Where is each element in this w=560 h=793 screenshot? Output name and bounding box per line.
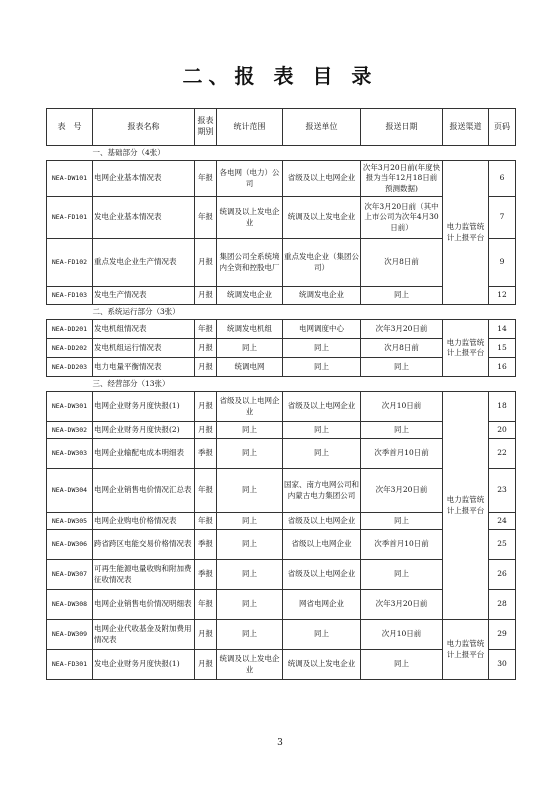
column-header: 报送渠道 <box>443 109 489 146</box>
report-code: NEA-DW302 <box>47 422 93 439</box>
page-ref: 16 <box>489 358 516 377</box>
report-scope: 统调及以上发电企业 <box>217 197 283 239</box>
column-header: 页码 <box>489 109 516 146</box>
report-scope: 同上 <box>217 620 283 650</box>
report-unit: 统调及以上发电企业 <box>283 650 361 680</box>
report-date: 次月8日前 <box>361 239 443 287</box>
report-code: NEA-DD201 <box>47 320 93 339</box>
table-row <box>47 161 516 197</box>
report-date: 次季首月10日前 <box>361 530 443 560</box>
report-scope: 同上 <box>217 590 283 620</box>
report-unit: 省级以上电网企业 <box>283 530 361 560</box>
report-name: 发电企业基本情况表 <box>93 197 195 239</box>
report-code: NEA-DW307 <box>47 560 93 590</box>
report-date: 次月10日前 <box>361 620 443 650</box>
report-unit: 同上 <box>283 620 361 650</box>
report-period: 年报 <box>195 513 217 530</box>
page-ref: 15 <box>489 339 516 358</box>
column-header: 报表名称 <box>93 109 195 146</box>
report-code: NEA-FD101 <box>47 197 93 239</box>
report-code: NEA-DW309 <box>47 620 93 650</box>
report-catalog-table <box>46 108 516 680</box>
report-date: 次季首月10日前 <box>361 439 443 469</box>
report-code: NEA-DW304 <box>47 469 93 513</box>
report-unit: 网省电网企业 <box>283 590 361 620</box>
report-date: 同上 <box>361 560 443 590</box>
report-name: 重点发电企业生产情况表 <box>93 239 195 287</box>
table-row <box>47 620 516 650</box>
report-date: 同上 <box>361 287 443 305</box>
section-heading-row <box>47 146 516 161</box>
report-name: 电网企业财务月度快报(2) <box>93 422 195 439</box>
report-scope: 集团公司全系统境内全资和控股电厂 <box>217 239 283 287</box>
report-scope: 统调发电企业 <box>217 287 283 305</box>
page-ref: 6 <box>489 161 516 197</box>
report-channel: 电力监管统计上报平台 <box>443 620 489 680</box>
page-ref: 29 <box>489 620 516 650</box>
report-period: 年报 <box>195 320 217 339</box>
report-date: 次年3月20日前 <box>361 320 443 339</box>
report-name: 电网企业销售电价情况汇总表 <box>93 469 195 513</box>
page-ref: 26 <box>489 560 516 590</box>
report-date: 同上 <box>361 422 443 439</box>
report-period: 年报 <box>195 590 217 620</box>
report-scope: 统调电网 <box>217 358 283 377</box>
report-period: 月报 <box>195 422 217 439</box>
page-ref: 14 <box>489 320 516 339</box>
report-scope: 同上 <box>217 439 283 469</box>
report-code: NEA-FD103 <box>47 287 93 305</box>
report-unit: 省级及以上电网企业 <box>283 513 361 530</box>
report-period: 年报 <box>195 161 217 197</box>
report-period: 月报 <box>195 239 217 287</box>
report-unit: 同上 <box>283 422 361 439</box>
report-period: 月报 <box>195 358 217 377</box>
report-period: 月报 <box>195 339 217 358</box>
report-scope: 同上 <box>217 339 283 358</box>
report-unit: 统调及以上发电企业 <box>283 197 361 239</box>
column-header: 统计范围 <box>217 109 283 146</box>
report-code: NEA-DW301 <box>47 392 93 422</box>
column-header: 表 号 <box>47 109 93 146</box>
page-title: 二、报 表 目 录 <box>182 64 378 88</box>
report-code: NEA-DW303 <box>47 439 93 469</box>
report-period: 月报 <box>195 650 217 680</box>
report-scope: 各电网（电力）公司 <box>217 161 283 197</box>
report-period: 季报 <box>195 560 217 590</box>
report-date: 同上 <box>361 358 443 377</box>
report-name: 电网企业代收基金及附加费用情况表 <box>93 620 195 650</box>
report-unit: 统调发电企业 <box>283 287 361 305</box>
report-scope: 统调发电机组 <box>217 320 283 339</box>
report-scope: 省级及以上电网企业 <box>217 392 283 422</box>
report-name: 电网企业购电价格情况表 <box>93 513 195 530</box>
report-code: NEA-DD202 <box>47 339 93 358</box>
report-period: 月报 <box>195 620 217 650</box>
table-header-row <box>47 109 516 146</box>
report-date: 次年3月20日前 <box>361 590 443 620</box>
report-code: NEA-FD102 <box>47 239 93 287</box>
report-code: NEA-DD203 <box>47 358 93 377</box>
page-ref: 28 <box>489 590 516 620</box>
section-heading: 三、经营部分（13张） <box>47 377 516 392</box>
page-ref: 7 <box>489 197 516 239</box>
page-ref: 22 <box>489 439 516 469</box>
table-row <box>47 320 516 339</box>
report-name: 电网企业基本情况表 <box>93 161 195 197</box>
report-code: NEA-DW305 <box>47 513 93 530</box>
report-scope: 同上 <box>217 422 283 439</box>
report-code: NEA-DW308 <box>47 590 93 620</box>
report-unit: 同上 <box>283 439 361 469</box>
page-ref: 20 <box>489 422 516 439</box>
column-header: 报送单位 <box>283 109 361 146</box>
section-heading-row <box>47 377 516 392</box>
report-period: 季报 <box>195 439 217 469</box>
report-channel: 电力监管统计上报平台 <box>443 320 489 377</box>
report-unit: 省级及以上电网企业 <box>283 560 361 590</box>
report-name: 电网企业财务月度快报(1) <box>93 392 195 422</box>
section-heading-row <box>47 305 516 320</box>
column-header: 报送日期 <box>361 109 443 146</box>
report-code: NEA-FD301 <box>47 650 93 680</box>
report-name: 发电机组情况表 <box>93 320 195 339</box>
report-date: 次月8日前 <box>361 339 443 358</box>
report-code: NEA-DW306 <box>47 530 93 560</box>
report-scope: 同上 <box>217 513 283 530</box>
report-unit: 省级及以上电网企业 <box>283 392 361 422</box>
report-scope: 统调及以上发电企业 <box>217 650 283 680</box>
page-ref: 18 <box>489 392 516 422</box>
report-channel: 电力监管统计上报平台 <box>443 161 489 305</box>
report-date: 次年3月20日前(年度快报为当年12月18日前预测数据) <box>361 161 443 197</box>
report-name: 跨省跨区电能交易价格情况表 <box>93 530 195 560</box>
report-period: 月报 <box>195 287 217 305</box>
report-date: 次年3月20日前 <box>361 469 443 513</box>
report-name: 电网企业销售电价情况明细表 <box>93 590 195 620</box>
report-name: 可再生能源电量收购和附加费征收情况表 <box>93 560 195 590</box>
report-period: 月报 <box>195 392 217 422</box>
report-unit: 同上 <box>283 339 361 358</box>
section-heading: 二、系统运行部分（3张） <box>47 305 516 320</box>
report-scope: 同上 <box>217 530 283 560</box>
column-header: 报表期别 <box>195 109 217 146</box>
report-name: 电网企业输配电成本明细表 <box>93 439 195 469</box>
report-name: 发电企业财务月度快报(1) <box>93 650 195 680</box>
report-scope: 同上 <box>217 469 283 513</box>
report-unit: 电网调度中心 <box>283 320 361 339</box>
report-unit: 国家、南方电网公司和内蒙古电力集团公司 <box>283 469 361 513</box>
report-date: 次年3月20日前（其中上市公司为次年4月30日前） <box>361 197 443 239</box>
report-scope: 同上 <box>217 560 283 590</box>
report-date: 同上 <box>361 513 443 530</box>
report-unit: 省级及以上电网企业 <box>283 161 361 197</box>
section-heading: 一、基础部分（4张） <box>47 146 516 161</box>
page-ref: 30 <box>489 650 516 680</box>
page-ref: 23 <box>489 469 516 513</box>
report-name: 电力电量平衡情况表 <box>93 358 195 377</box>
table-row <box>47 392 516 422</box>
report-period: 季报 <box>195 530 217 560</box>
report-name: 发电生产情况表 <box>93 287 195 305</box>
report-unit: 同上 <box>283 358 361 377</box>
page-number: 3 <box>277 738 283 748</box>
report-period: 年报 <box>195 197 217 239</box>
page-ref: 12 <box>489 287 516 305</box>
report-name: 发电机组运行情况表 <box>93 339 195 358</box>
page-ref: 24 <box>489 513 516 530</box>
report-unit: 重点发电企业（集团公司） <box>283 239 361 287</box>
page-ref: 9 <box>489 239 516 287</box>
report-channel: 电力监管统计上报平台 <box>443 392 489 620</box>
report-date: 次月10日前 <box>361 392 443 422</box>
page-ref: 25 <box>489 530 516 560</box>
report-period: 年报 <box>195 469 217 513</box>
report-date: 同上 <box>361 650 443 680</box>
report-code: NEA-DW101 <box>47 161 93 197</box>
